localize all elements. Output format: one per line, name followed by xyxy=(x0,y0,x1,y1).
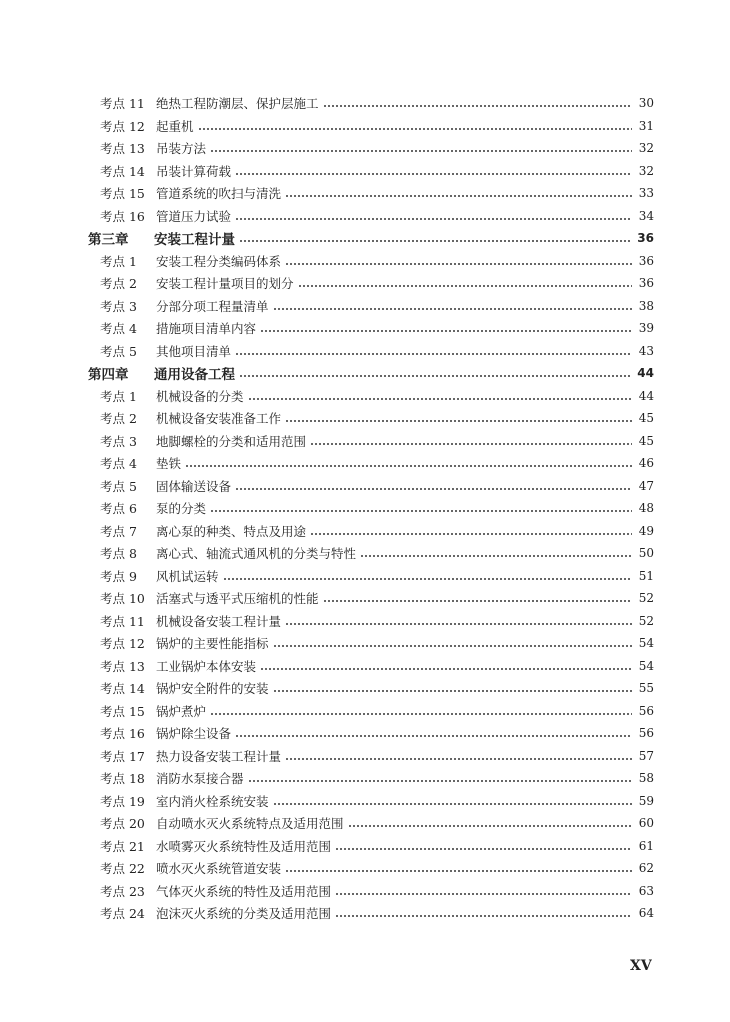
entry-title: 分部分项工程量清单 xyxy=(156,298,269,314)
entry-page: 46 xyxy=(638,456,654,471)
entry-page: 45 xyxy=(638,433,654,448)
entry-title: 室内消火栓系统安装 xyxy=(156,793,269,809)
entry-page: 33 xyxy=(638,186,654,201)
entry-number: 考点 6 xyxy=(100,501,137,517)
entry-page: 50 xyxy=(638,546,654,561)
toc-entry[interactable] xyxy=(88,407,654,430)
dot-leader xyxy=(235,173,632,175)
entry-title: 管道压力试验 xyxy=(156,208,232,224)
entry-number: 考点 3 xyxy=(100,433,137,449)
entry-page: 58 xyxy=(638,771,654,786)
dot-leader xyxy=(248,780,632,782)
toc-entry[interactable] xyxy=(88,385,654,408)
toc-entry[interactable] xyxy=(88,587,654,610)
entry-title: 离心式、轴流式通风机的分类与特性 xyxy=(156,546,357,562)
entry-page: 56 xyxy=(638,703,654,718)
dot-leader xyxy=(285,758,632,760)
entry-page: 32 xyxy=(638,141,654,156)
entry-number: 考点 11 xyxy=(100,613,145,629)
dot-leader xyxy=(223,578,632,580)
toc-entry[interactable] xyxy=(88,790,654,813)
entry-number: 考点 22 xyxy=(100,861,145,877)
entry-page: 57 xyxy=(638,748,654,763)
entry-title: 措施项目清单内容 xyxy=(156,321,257,337)
toc-entry[interactable] xyxy=(88,835,654,858)
entry-page: 38 xyxy=(638,298,654,313)
toc-entry[interactable] xyxy=(88,632,654,655)
dot-leader xyxy=(185,465,632,467)
entry-title: 起重机 xyxy=(156,118,194,134)
entry-page: 34 xyxy=(638,208,654,223)
entry-page: 60 xyxy=(638,816,654,831)
dot-leader xyxy=(239,240,631,242)
entry-number: 考点 4 xyxy=(100,321,137,337)
dot-leader xyxy=(198,128,632,130)
entry-number: 考点 2 xyxy=(100,276,137,292)
entry-number: 考点 4 xyxy=(100,456,137,472)
toc-entry[interactable] xyxy=(88,295,654,318)
entry-page: 32 xyxy=(638,163,654,178)
entry-title: 通用设备工程 xyxy=(154,367,235,384)
entry-title: 喷水灭火系统管道安装 xyxy=(156,861,282,877)
entry-title: 其他项目清单 xyxy=(156,343,232,359)
toc-chapter[interactable] xyxy=(88,227,654,250)
entry-number: 考点 19 xyxy=(100,793,145,809)
entry-number: 考点 13 xyxy=(100,658,145,674)
dot-leader xyxy=(273,690,632,692)
entry-number: 考点 18 xyxy=(100,771,145,787)
entry-title: 安装工程计量项目的划分 xyxy=(156,276,294,292)
dot-leader xyxy=(248,398,632,400)
entry-page: 30 xyxy=(638,96,654,111)
entry-number: 第三章 xyxy=(88,232,129,249)
entry-number: 考点 17 xyxy=(100,748,145,764)
dot-leader xyxy=(235,218,632,220)
dot-leader xyxy=(285,623,632,625)
toc-entry[interactable] xyxy=(88,205,654,228)
toc-entry[interactable] xyxy=(88,745,654,768)
entry-page: 44 xyxy=(638,388,654,403)
dot-leader xyxy=(273,803,632,805)
entry-title: 机械设备的分类 xyxy=(156,388,244,404)
entry-number: 考点 8 xyxy=(100,546,137,562)
dot-leader xyxy=(323,105,632,107)
entry-title: 泵的分类 xyxy=(156,501,207,517)
entry-page: 36 xyxy=(638,253,654,268)
toc-entry[interactable] xyxy=(88,700,654,723)
entry-title: 离心泵的种类、特点及用途 xyxy=(156,523,307,539)
dot-leader xyxy=(273,308,632,310)
dot-leader xyxy=(335,915,632,917)
entry-number: 考点 20 xyxy=(100,816,145,832)
toc-entry[interactable] xyxy=(88,452,654,475)
entry-number: 考点 1 xyxy=(100,388,137,404)
entry-page: 45 xyxy=(638,411,654,426)
entry-page: 52 xyxy=(638,591,654,606)
entry-title: 安装工程计量 xyxy=(154,232,235,249)
entry-number: 考点 14 xyxy=(100,163,145,179)
toc-entry[interactable] xyxy=(88,340,654,363)
dot-leader xyxy=(310,443,632,445)
toc-entry[interactable] xyxy=(88,655,654,678)
entry-page: 54 xyxy=(638,636,654,651)
toc-entry[interactable] xyxy=(88,722,654,745)
entry-page: 31 xyxy=(638,118,654,133)
dot-leader xyxy=(235,488,632,490)
entry-title: 热力设备安装工程计量 xyxy=(156,748,282,764)
toc-entry[interactable] xyxy=(88,272,654,295)
dot-leader xyxy=(260,330,632,332)
entry-number: 考点 2 xyxy=(100,411,137,427)
dot-leader xyxy=(285,870,632,872)
entry-title: 吊装方法 xyxy=(156,141,207,157)
entry-number: 考点 16 xyxy=(100,726,145,742)
toc-entry[interactable] xyxy=(88,92,654,115)
entry-title: 锅炉除尘设备 xyxy=(156,726,232,742)
entry-page: 51 xyxy=(638,568,654,583)
entry-number: 考点 10 xyxy=(100,591,145,607)
entry-title: 消防水泵接合器 xyxy=(156,771,244,787)
entry-number: 考点 15 xyxy=(100,186,145,202)
entry-title: 工业锅炉本体安装 xyxy=(156,658,257,674)
page-number: XV xyxy=(630,958,652,974)
dot-leader xyxy=(348,825,632,827)
entry-title: 锅炉的主要性能指标 xyxy=(156,636,269,652)
dot-leader xyxy=(260,668,632,670)
toc-entry[interactable] xyxy=(88,677,654,700)
entry-number: 考点 21 xyxy=(100,838,145,854)
entry-page: 54 xyxy=(638,658,654,673)
entry-number: 考点 14 xyxy=(100,681,145,697)
entry-number: 考点 1 xyxy=(100,253,137,269)
entry-title: 机械设备安装准备工作 xyxy=(156,411,282,427)
entry-page: 62 xyxy=(638,861,654,876)
dot-leader xyxy=(235,353,632,355)
entry-title: 活塞式与透平式压缩机的性能 xyxy=(156,591,319,607)
entry-page: 44 xyxy=(637,366,654,381)
entry-page: 49 xyxy=(638,523,654,538)
entry-number: 考点 5 xyxy=(100,343,137,359)
entry-title: 气体灭火系统的特性及适用范围 xyxy=(156,883,332,899)
entry-title: 水喷雾灭火系统特性及适用范围 xyxy=(156,838,332,854)
table-of-contents xyxy=(88,92,654,925)
toc-entry[interactable] xyxy=(88,880,654,903)
dot-leader xyxy=(239,375,631,377)
entry-number: 考点 23 xyxy=(100,883,145,899)
entry-number: 考点 24 xyxy=(100,906,145,922)
toc-entry[interactable] xyxy=(88,857,654,880)
toc-entry[interactable] xyxy=(88,317,654,340)
entry-number: 考点 16 xyxy=(100,208,145,224)
toc-entry[interactable] xyxy=(88,430,654,453)
entry-number: 考点 9 xyxy=(100,568,137,584)
toc-entry[interactable] xyxy=(88,182,654,205)
dot-leader xyxy=(298,285,632,287)
entry-page: 52 xyxy=(638,613,654,628)
toc-entry[interactable] xyxy=(88,565,654,588)
dot-leader xyxy=(210,510,632,512)
entry-title: 管道系统的吹扫与清洗 xyxy=(156,186,282,202)
entry-title: 机械设备安装工程计量 xyxy=(156,613,282,629)
dot-leader xyxy=(335,848,632,850)
toc-entry[interactable] xyxy=(88,610,654,633)
entry-title: 泡沫灭火系统的分类及适用范围 xyxy=(156,906,332,922)
entry-title: 安装工程分类编码体系 xyxy=(156,253,282,269)
entry-number: 考点 5 xyxy=(100,478,137,494)
toc-entry[interactable] xyxy=(88,812,654,835)
entry-number: 第四章 xyxy=(88,367,129,384)
entry-page: 56 xyxy=(638,726,654,741)
entry-title: 绝热工程防潮层、保护层施工 xyxy=(156,96,319,112)
entry-page: 48 xyxy=(638,501,654,516)
entry-title: 风机试运转 xyxy=(156,568,219,584)
entry-page: 55 xyxy=(638,681,654,696)
toc-entry[interactable] xyxy=(88,115,654,138)
dot-leader xyxy=(360,555,632,557)
entry-number: 考点 7 xyxy=(100,523,137,539)
entry-page: 39 xyxy=(638,321,654,336)
entry-title: 锅炉煮炉 xyxy=(156,703,207,719)
entry-page: 63 xyxy=(638,883,654,898)
entry-page: 36 xyxy=(638,276,654,291)
toc-entry[interactable] xyxy=(88,520,654,543)
entry-page: 47 xyxy=(638,478,654,493)
toc-entry[interactable] xyxy=(88,160,654,183)
dot-leader xyxy=(285,195,632,197)
entry-page: 43 xyxy=(638,343,654,358)
entry-page: 59 xyxy=(638,793,654,808)
entry-number: 考点 12 xyxy=(100,636,145,652)
dot-leader xyxy=(285,420,632,422)
toc-entry[interactable] xyxy=(88,902,654,925)
dot-leader xyxy=(210,150,632,152)
entry-number: 考点 12 xyxy=(100,118,145,134)
entry-title: 地脚螺栓的分类和适用范围 xyxy=(156,433,307,449)
dot-leader xyxy=(273,645,632,647)
toc-chapter[interactable] xyxy=(88,362,654,385)
entry-page: 36 xyxy=(637,231,654,246)
entry-page: 64 xyxy=(638,906,654,921)
dot-leader xyxy=(210,713,632,715)
toc-entry[interactable] xyxy=(88,250,654,273)
entry-title: 自动喷水灭火系统特点及适用范围 xyxy=(156,816,344,832)
toc-entry[interactable] xyxy=(88,475,654,498)
toc-entry[interactable] xyxy=(88,137,654,160)
dot-leader xyxy=(335,893,632,895)
dot-leader xyxy=(323,600,632,602)
entry-title: 锅炉安全附件的安装 xyxy=(156,681,269,697)
toc-entry[interactable] xyxy=(88,542,654,565)
entry-page: 61 xyxy=(638,838,654,853)
toc-entry[interactable] xyxy=(88,497,654,520)
entry-number: 考点 15 xyxy=(100,703,145,719)
entry-number: 考点 13 xyxy=(100,141,145,157)
entry-title: 垫铁 xyxy=(156,456,182,472)
dot-leader xyxy=(235,735,632,737)
toc-entry[interactable] xyxy=(88,767,654,790)
entry-number: 考点 11 xyxy=(100,96,145,112)
dot-leader xyxy=(285,263,632,265)
entry-title: 吊装计算荷载 xyxy=(156,163,232,179)
entry-title: 固体输送设备 xyxy=(156,478,232,494)
entry-number: 考点 3 xyxy=(100,298,137,314)
dot-leader xyxy=(310,533,632,535)
